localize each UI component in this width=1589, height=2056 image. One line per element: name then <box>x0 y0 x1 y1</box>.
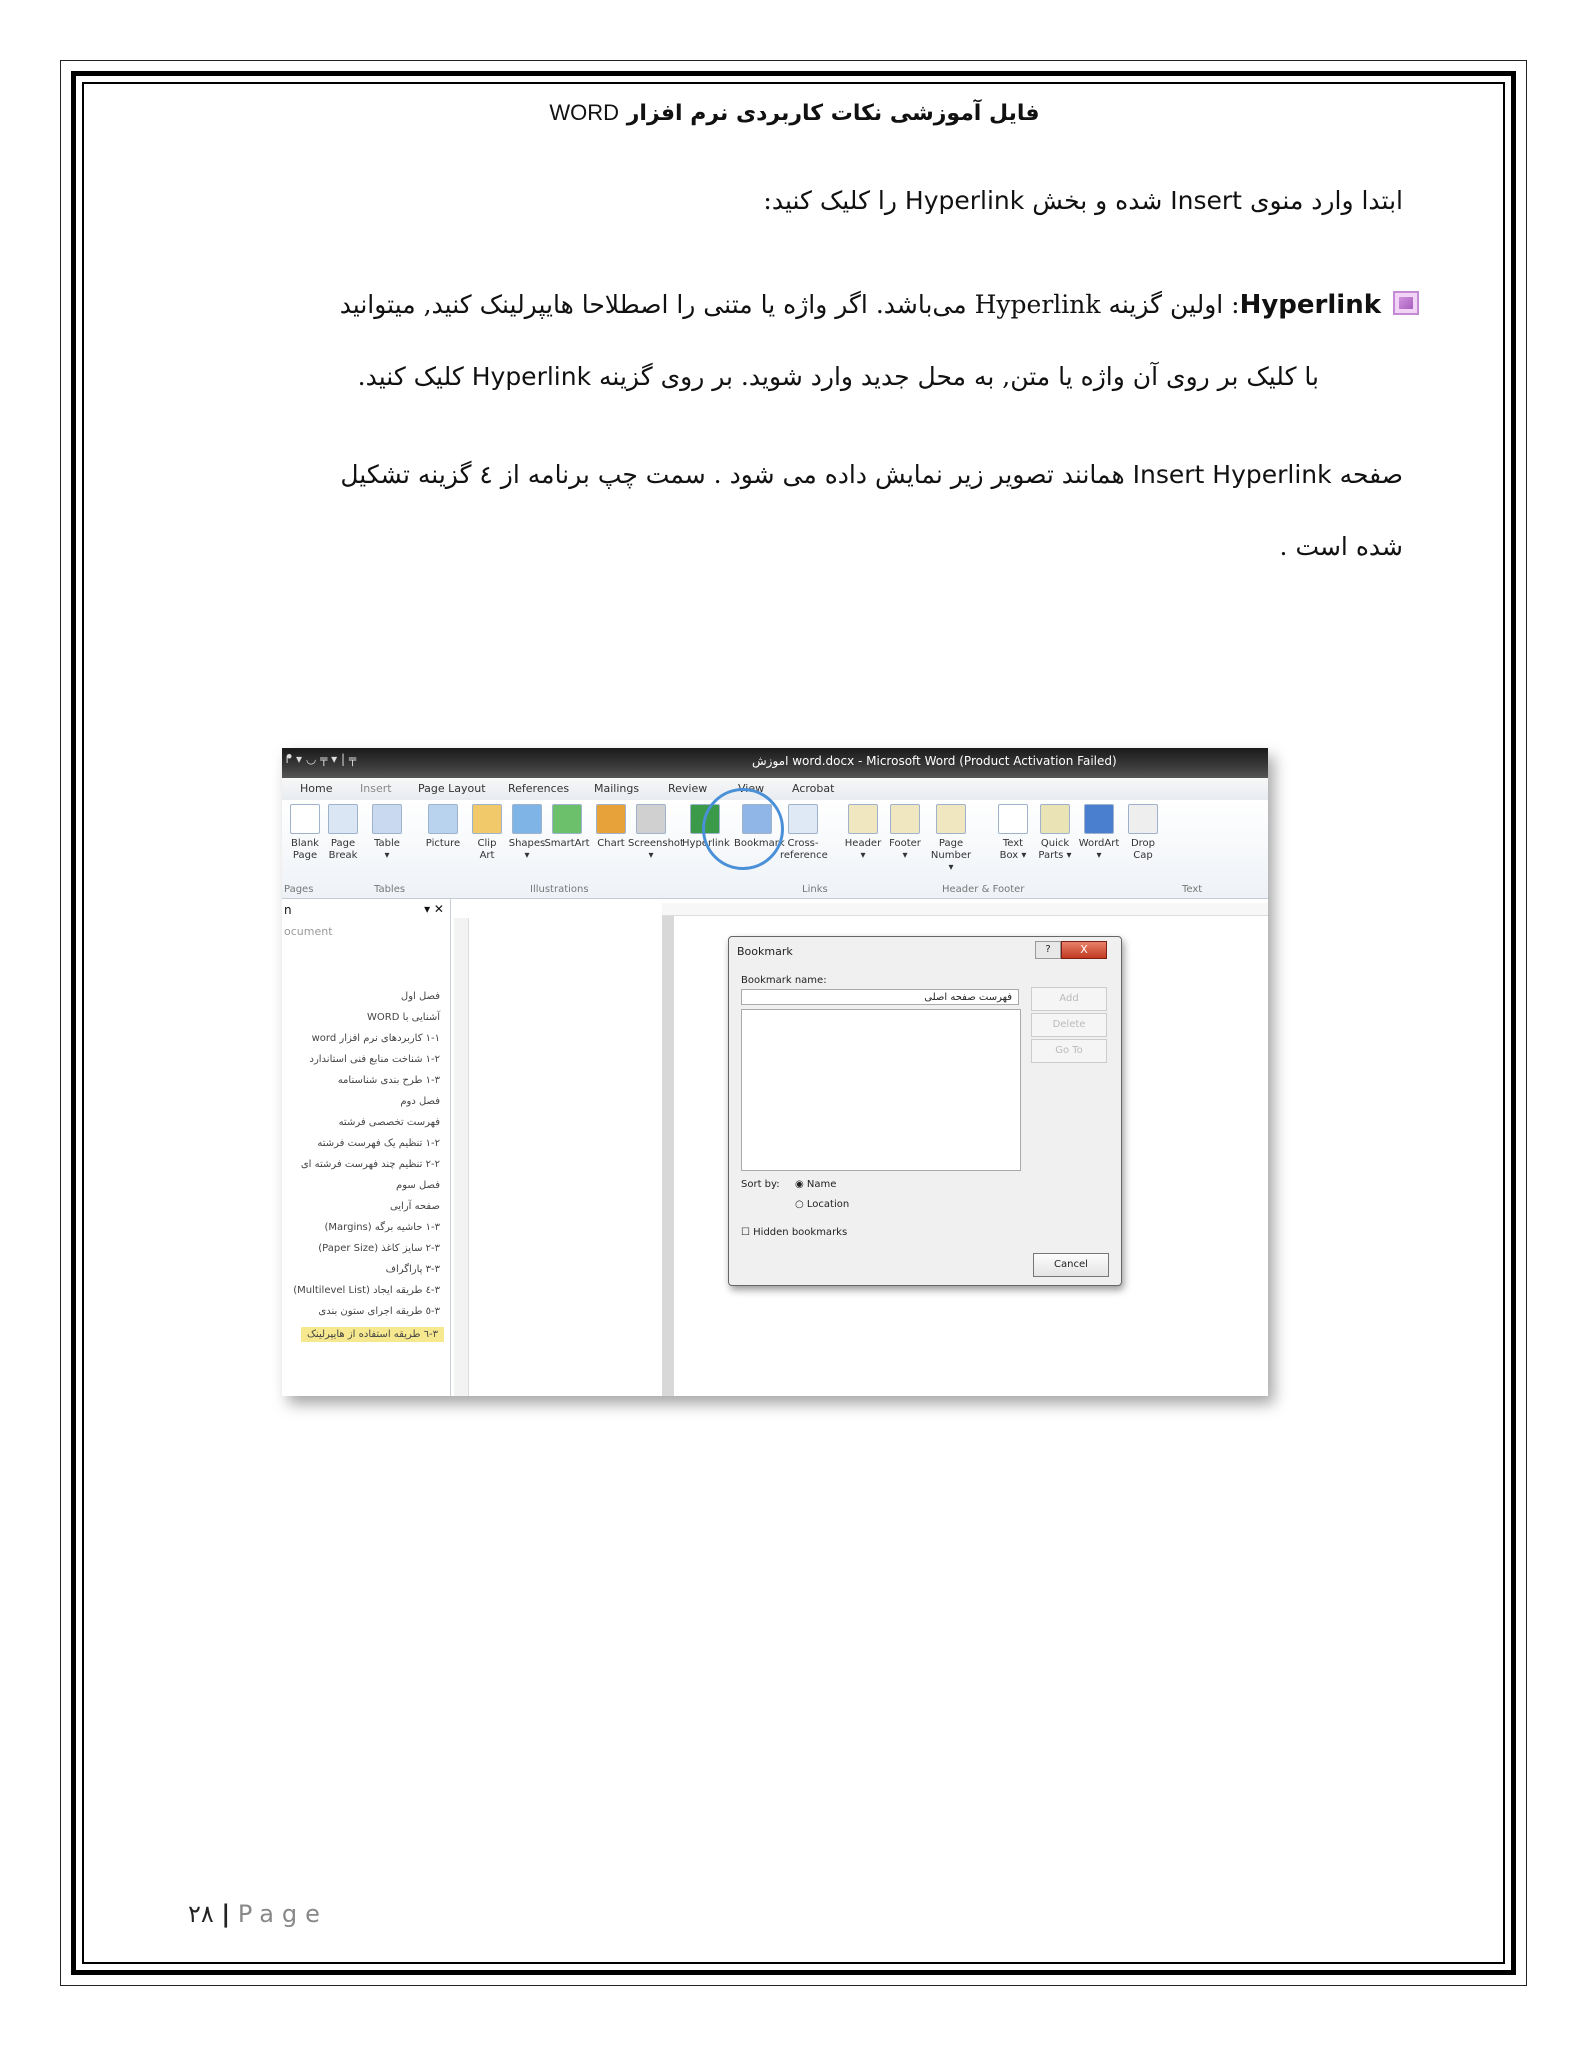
vertical-ruler <box>454 918 469 1396</box>
page-edge <box>662 916 674 1396</box>
ribbon-button-label: Bookmark <box>734 838 785 849</box>
nav-heading-item[interactable]: فصل سوم <box>396 1180 440 1191</box>
ribbon-button-label: Hyperlink <box>682 838 730 849</box>
ribbon-icon <box>290 804 320 834</box>
ribbon-icon <box>1128 804 1158 834</box>
ribbon-button-page[interactable] <box>320 804 366 862</box>
ribbon-button-label: Footer ▾ <box>889 838 921 861</box>
ribbon-icon <box>552 804 582 834</box>
ribbon-button-label: Screenshot ▾ <box>628 838 684 861</box>
ribbon-button-label: Text Box ▾ <box>999 838 1027 861</box>
word-screenshot <box>282 748 1268 1396</box>
tab-page-layout[interactable]: Page Layout <box>418 782 486 795</box>
ribbon-group-label: Pages <box>284 884 314 895</box>
nav-heading-item[interactable]: صفحه آرایی <box>389 1201 440 1212</box>
ribbon-icon <box>1040 804 1070 834</box>
dialog-close-button[interactable]: X <box>1061 941 1107 959</box>
ribbon-button-label: Drop Cap <box>1130 838 1156 861</box>
bullet-line2-keyword: Hyperlink <box>471 362 592 391</box>
nav-heading-item[interactable]: ٣-١ طرح بندی شناسنامه <box>337 1075 440 1086</box>
bullet-line-2 <box>358 360 1319 394</box>
ribbon-icon <box>636 804 666 834</box>
tab-home[interactable]: Home <box>300 782 333 795</box>
ribbon-icon <box>428 804 458 834</box>
close-icon[interactable]: ▾ ✕ <box>424 902 444 916</box>
bookmark-list[interactable] <box>741 1009 1021 1171</box>
bullet-icon <box>1393 291 1419 315</box>
ribbon-icon <box>936 804 966 834</box>
nav-heading-item[interactable]: ٣-٢ سایز کاغذ (Paper Size) <box>318 1243 440 1254</box>
footer-separator: | <box>221 1900 231 1928</box>
ribbon-button-text[interactable] <box>990 804 1036 862</box>
sort-location-radio[interactable]: ○ Location <box>795 1199 850 1210</box>
ribbon-icon <box>788 804 818 834</box>
horizontal-ruler <box>662 903 1268 916</box>
nav-heading-item[interactable]: فهرست تخصصی فرشته <box>338 1117 440 1128</box>
tab-acrobat[interactable]: Acrobat <box>792 782 835 795</box>
hidden-bookmarks-label: Hidden bookmarks <box>753 1227 848 1238</box>
nav-heading-item[interactable]: فصل اول <box>400 991 440 1002</box>
ribbon-button-label: Blank Page <box>291 838 319 861</box>
ribbon-button-label: Quick Parts ▾ <box>1038 838 1072 861</box>
ribbon-icon <box>512 804 542 834</box>
ribbon-group-label: Tables <box>374 884 406 895</box>
ribbon-button-label: Page Break <box>328 838 358 861</box>
ribbon-button-header[interactable] <box>840 804 886 862</box>
sort-name-radio[interactable]: ◉ Name <box>795 1179 837 1190</box>
nav-heading-item[interactable]: ٣-٦ طریقه استفاده از هایپرلینک <box>301 1327 444 1342</box>
window-title: اموزش word.docx - Microsoft Word (Product Activation Failed) <box>752 754 1117 768</box>
nav-heading-item[interactable]: ٣-١ حاشیه برگه (Margins) <box>324 1222 440 1233</box>
ribbon-button-label: Cross-reference <box>780 838 828 861</box>
paragraph-insert-hyperlink-line2: شده است . <box>1279 532 1403 561</box>
sort-name-label: Name <box>806 1179 837 1190</box>
paragraph-insert-hyperlink <box>190 458 1403 492</box>
ribbon-button-quick[interactable] <box>1032 804 1078 862</box>
help-icon[interactable]: ? <box>1035 941 1061 959</box>
ribbon-group-label: Links <box>802 884 828 895</box>
ribbon-button-picture[interactable] <box>420 804 466 850</box>
sort-location-label: Location <box>806 1199 850 1210</box>
tab-insert[interactable]: Insert <box>360 782 392 795</box>
ribbon-icon <box>328 804 358 834</box>
page-footer <box>188 1900 328 1928</box>
para3-text-2: همانند تصویر زیر نمایش داده می شود . سمت چپ برنامه از ٤ گزینه تشکیل <box>340 460 1125 489</box>
ribbon-icon <box>596 804 626 834</box>
bookmark-name-label: Bookmark name: <box>741 975 827 986</box>
ribbon-icon <box>848 804 878 834</box>
nav-heading-item[interactable]: ٢-٢ تنظیم چند فهرست فرشته ای <box>300 1159 440 1170</box>
ribbon-button-smartart[interactable] <box>544 804 590 850</box>
tab-review[interactable]: Review <box>668 782 708 795</box>
quick-access-toolbar[interactable]: ᖰ ▾ ◡ ╤ ▾ | ╤ <box>286 752 357 766</box>
navigation-pane <box>282 899 451 1396</box>
ribbon-button-page[interactable] <box>928 804 974 874</box>
bullet-line2-text: با کلیک بر روی آن واژه یا متن, به محل جدید وارد شوید. بر روی گزینه <box>599 362 1319 391</box>
tab-mailings[interactable]: Mailings <box>594 782 640 795</box>
nav-heading-item[interactable]: ٣-٤ طریقه ایجاد (Multilevel List) <box>293 1285 440 1296</box>
bullet-hyperlink <box>190 288 1419 322</box>
intro-text-3: را کلیک کنید: <box>763 186 897 215</box>
nav-heading-item[interactable]: ١-١ کاربردهای نرم افزار word <box>311 1033 440 1044</box>
ribbon-button-label: Chart <box>597 838 625 849</box>
ribbon-group-label: Header & Footer <box>942 884 1025 895</box>
ribbon-button-footer[interactable] <box>882 804 928 862</box>
ribbon-button-wordart[interactable] <box>1076 804 1122 862</box>
bullet-line-1: : اولین گزینه Hyperlink می‌باشد. اگر واژه یا متنی را اصطلاحا هایپرلینک کنید, میتوانید <box>339 290 1240 319</box>
tab-references[interactable]: References <box>508 782 570 795</box>
hidden-bookmarks-checkbox[interactable]: ☐ Hidden bookmarks <box>741 1227 848 1238</box>
ribbon-icon <box>472 804 502 834</box>
page-label: Page <box>237 1900 328 1928</box>
cancel-button[interactable]: Cancel <box>1033 1253 1109 1277</box>
add-button[interactable]: Add <box>1031 987 1107 1011</box>
ribbon-button-screenshot[interactable] <box>628 804 684 862</box>
header-title: فایل آموزشی نکات کاربردی نرم افزار <box>626 101 1040 126</box>
intro-text-2: شده و بخش <box>1032 186 1163 215</box>
ribbon-icon <box>1084 804 1114 834</box>
ribbon-button-cross-reference[interactable] <box>780 804 826 862</box>
hyperlink-highlight-circle <box>702 788 784 870</box>
intro-keyword-insert: Insert <box>1170 186 1242 215</box>
page-number: ٢٨ <box>188 1900 214 1928</box>
goto-button[interactable]: Go To <box>1031 1039 1107 1063</box>
ribbon-button-drop[interactable] <box>1120 804 1166 862</box>
word-titlebar <box>282 748 1268 778</box>
ribbon-button-label: Page Number ▾ <box>930 838 972 873</box>
page-header <box>180 100 1409 126</box>
ribbon-icon <box>890 804 920 834</box>
delete-button[interactable]: Delete <box>1031 1013 1107 1037</box>
ribbon-group-label: Illustrations <box>530 884 589 895</box>
nav-title: n <box>284 903 292 917</box>
nav-search-input[interactable]: ocument <box>284 925 333 938</box>
nav-heading-item[interactable]: ٢-١ شناخت منابع فنی استاندارد <box>309 1054 440 1065</box>
bullet-term: Hyperlink <box>1239 290 1381 320</box>
para3-text-1: صفحه <box>1339 460 1403 489</box>
intro-text-1: ابتدا وارد منوی <box>1249 186 1403 215</box>
ribbon-button-label: Shapes ▾ <box>508 838 546 861</box>
bookmark-dialog <box>728 936 1122 1286</box>
ribbon-icon <box>998 804 1028 834</box>
header-title-word: WORD <box>549 100 620 125</box>
sort-by-label: Sort by: <box>741 1179 780 1190</box>
ribbon-button-label: Header ▾ <box>844 838 882 861</box>
bullet-line2-end: کلیک کنید. <box>357 362 464 391</box>
ribbon-button-label: Table ▾ <box>374 838 400 861</box>
tab-view[interactable]: View <box>738 782 765 795</box>
nav-heading-item[interactable]: ٣-٣ پاراگراف <box>385 1264 440 1275</box>
nav-heading-item[interactable]: آشنایی با WORD <box>367 1012 440 1023</box>
ribbon-button-label: Clip Art <box>477 838 497 861</box>
intro-keyword-hyperlink: Hyperlink <box>904 186 1025 215</box>
ribbon-group-label: Text <box>1182 884 1203 895</box>
paragraph-intro <box>763 184 1403 218</box>
para3-keyword: Insert Hyperlink <box>1132 460 1332 489</box>
ribbon-tabs <box>282 778 1268 800</box>
ribbon-button-label: WordArt ▾ <box>1078 838 1120 861</box>
ribbon-button-table[interactable] <box>364 804 410 862</box>
bookmark-name-input[interactable]: فهرست صفحه اصلی <box>741 989 1019 1005</box>
ribbon-button-label: SmartArt <box>544 838 590 849</box>
nav-heading-item[interactable]: فصل دوم <box>400 1096 440 1107</box>
nav-heading-item[interactable]: ٣-٥ طریقه اجرای ستون بندی <box>318 1306 440 1317</box>
nav-heading-item[interactable]: ٢-١ تنظیم یک فهرست فرشته <box>317 1138 440 1149</box>
dialog-title: Bookmark <box>737 945 793 958</box>
ribbon-button-label: Picture <box>425 838 461 849</box>
ribbon-icon <box>372 804 402 834</box>
